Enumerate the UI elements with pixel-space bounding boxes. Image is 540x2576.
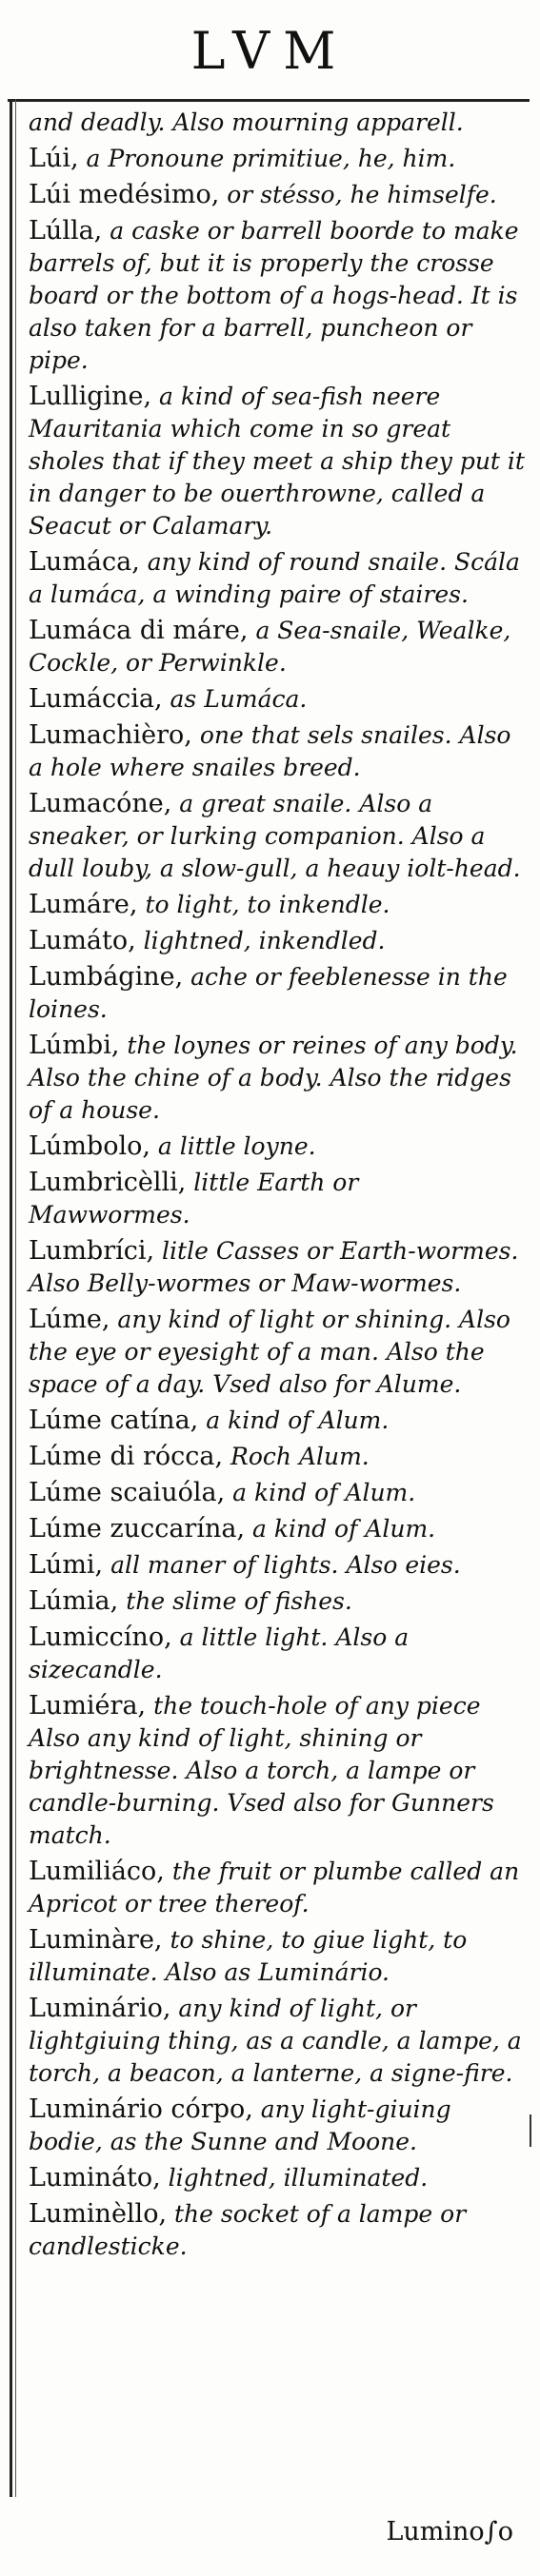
definition: the touch-hole of any piece Also any kind of light, shining or brightnesse. Also a torch, a lampe or candle-burning. Vsed also for Gunners match.	[29, 1692, 494, 1849]
definition: any kind of light or shining. Also the eye or eyesight of a man. Also the space of a day. Vsed also for Alume.	[29, 1306, 510, 1398]
dictionary-entry	[29, 1030, 526, 1127]
definition: the slime of fishes.	[118, 1587, 352, 1615]
headword: Lúi,	[29, 144, 79, 173]
page-title: LVM	[190, 21, 350, 81]
definition: lightned, illuminated.	[160, 2164, 429, 2192]
dictionary-entry	[29, 1856, 526, 1920]
headword: Lumáre,	[29, 890, 138, 919]
margin-mark	[530, 2114, 531, 2147]
headword: Lumiliáco,	[29, 1857, 165, 1886]
definition: one that sels snailes. Also a hole where snailes breed.	[29, 721, 511, 781]
dictionary-entry	[29, 1622, 526, 1686]
dictionary-entry	[29, 1477, 526, 1509]
definition: or stésso, he himselfe.	[219, 181, 497, 208]
dictionary-entry	[29, 683, 526, 716]
headword: Lumbríci,	[29, 1236, 155, 1266]
dictionary-entry	[29, 1441, 526, 1473]
dictionary-entry	[29, 546, 526, 611]
definition: litle Casses or Earth-wormes. Also Belly-wormes or Maw-wormes.	[29, 1237, 519, 1297]
dictionary-entry	[29, 1690, 526, 1852]
definition: a little loyne.	[150, 1132, 316, 1160]
dictionary-entry	[29, 1304, 526, 1401]
headword: Luminário,	[29, 1994, 171, 2023]
headword: Lúmi,	[29, 1550, 104, 1580]
headword: Lumbágine,	[29, 962, 184, 992]
headword: Lúi medésimo,	[29, 180, 220, 209]
definition: lightned, inkendled.	[135, 927, 386, 954]
dictionary-entry	[29, 1131, 526, 1163]
dictionary-entry	[29, 1235, 526, 1300]
headword: Lúme,	[29, 1305, 110, 1334]
definition: a little light. Also a sizecandle.	[29, 1623, 410, 1683]
dictionary-entry	[29, 1167, 526, 1231]
headword: Lumacóne,	[29, 789, 172, 818]
dictionary-entry	[29, 143, 526, 175]
dictionary-entry	[29, 615, 526, 679]
headword: Lúmbi,	[29, 1031, 120, 1060]
headword: Lúmia,	[29, 1586, 119, 1616]
headword: Lumachièro,	[29, 720, 192, 750]
definition: a kind of Alum.	[225, 1479, 416, 1506]
definition: any kind of light, or lightgiuing thing, as a candle, a lampe, a torch, a beacon, a lanterne, a signe-fire.	[29, 1995, 522, 2087]
headword: Lumiccíno,	[29, 1622, 172, 1652]
headword: Lumáca di máre,	[29, 616, 249, 645]
definition: Roch Alum.	[223, 1443, 370, 1470]
dictionary-entry	[29, 1513, 526, 1545]
definition: any light-giuing bodie, as the Sunne and Moone.	[29, 2095, 451, 2155]
header-rule	[8, 99, 530, 102]
definition: to shine, to giue light, to illuminate. Also as Luminário.	[29, 1926, 468, 1986]
dictionary-entry	[29, 179, 526, 211]
dictionary-entry	[29, 1993, 526, 2090]
headword: Lumáto,	[29, 926, 136, 955]
definition: any kind of round snaile. Scála a lumáca, a winding paire of staires.	[29, 548, 520, 608]
dictionary-entry	[29, 381, 526, 542]
headword: Lúlla,	[29, 216, 103, 246]
definition: a kind of Alum.	[198, 1406, 390, 1434]
definition: all maner of lights. Also eies.	[103, 1551, 461, 1579]
headword: Lulligine,	[29, 382, 152, 411]
dictionary-entry	[29, 2094, 526, 2158]
catchword: Lumino∫o	[386, 2517, 513, 2547]
headword: Lumiéra,	[29, 1691, 147, 1721]
definition: a Sea-snaile, Wealke, Cockle, or Perwinkle.	[29, 617, 511, 677]
definition: the loynes or reines of any body. Also the chine of a body. Also the ridges of a house.	[29, 1032, 518, 1124]
definition: the fruit or plumbe called an Apricot or tree thereof.	[29, 1858, 520, 1917]
headword: Lúmbolo,	[29, 1131, 150, 1161]
dictionary-entry	[29, 1924, 526, 1989]
headword: Lumbricèlli,	[29, 1168, 187, 1197]
headword: Luminàre,	[29, 1925, 163, 1955]
definition: the socket of a lampe or candlesticke.	[29, 2200, 467, 2260]
dictionary-entry	[29, 2198, 526, 2263]
dictionary-entry	[29, 1549, 526, 1582]
headword: Lumáca,	[29, 547, 140, 577]
definition: as Lumáca.	[162, 685, 308, 713]
definition: a Pronoune primitiue, he, him.	[78, 145, 456, 172]
dictionary-entry	[29, 107, 526, 139]
headword: Lumáccia,	[29, 684, 163, 714]
dictionary-entry	[29, 215, 526, 377]
definition: a caske or barrell boorde to make barrels of, but it is properly the crosse board or the bottom of a hogs-head. It is also taken for a barrell, puncheon or pipe.	[29, 217, 519, 374]
dictionary-entry	[29, 889, 526, 921]
headword: Lúme zuccarína,	[29, 1514, 246, 1544]
headword: Lumináto,	[29, 2163, 161, 2193]
dictionary-entry	[29, 2162, 526, 2194]
dictionary-entry	[29, 961, 526, 1026]
headword: Lúme catína,	[29, 1406, 199, 1435]
dictionary-entry	[29, 719, 526, 784]
definition: a great snaile. Also a sneaker, or lurking companion. Also a dull louby, a slow-gull, a heauy iolt-head.	[29, 790, 521, 882]
headword: Lúme di rócca,	[29, 1442, 224, 1471]
definition: and deadly. Also mourning apparell.	[29, 108, 464, 136]
left-column-rule-inner	[15, 99, 16, 2497]
headword: Lúme scaiuóla,	[29, 1478, 226, 1507]
dictionary-entry	[29, 788, 526, 885]
definition: little Earth or Mawwormes.	[29, 1169, 359, 1229]
dictionary-entry	[29, 1405, 526, 1437]
dictionary-entry	[29, 1585, 526, 1618]
dictionary-entry	[29, 925, 526, 957]
headword: Luminário córpo,	[29, 2094, 253, 2124]
definition: a kind of sea-fish neere Mauritania which come in so great sholes that if they meet a ship they put it in danger to be ouerthrowne, called a Seacut or Calamary.	[29, 383, 525, 540]
entry-list	[29, 107, 526, 2505]
headword: Luminèllo,	[29, 2199, 168, 2229]
definition: a kind of Alum.	[245, 1515, 436, 1543]
definition: ache or feeblenesse in the loines.	[29, 963, 508, 1023]
left-column-rule	[10, 99, 12, 2497]
definition: to light, to inkendle.	[137, 891, 390, 918]
